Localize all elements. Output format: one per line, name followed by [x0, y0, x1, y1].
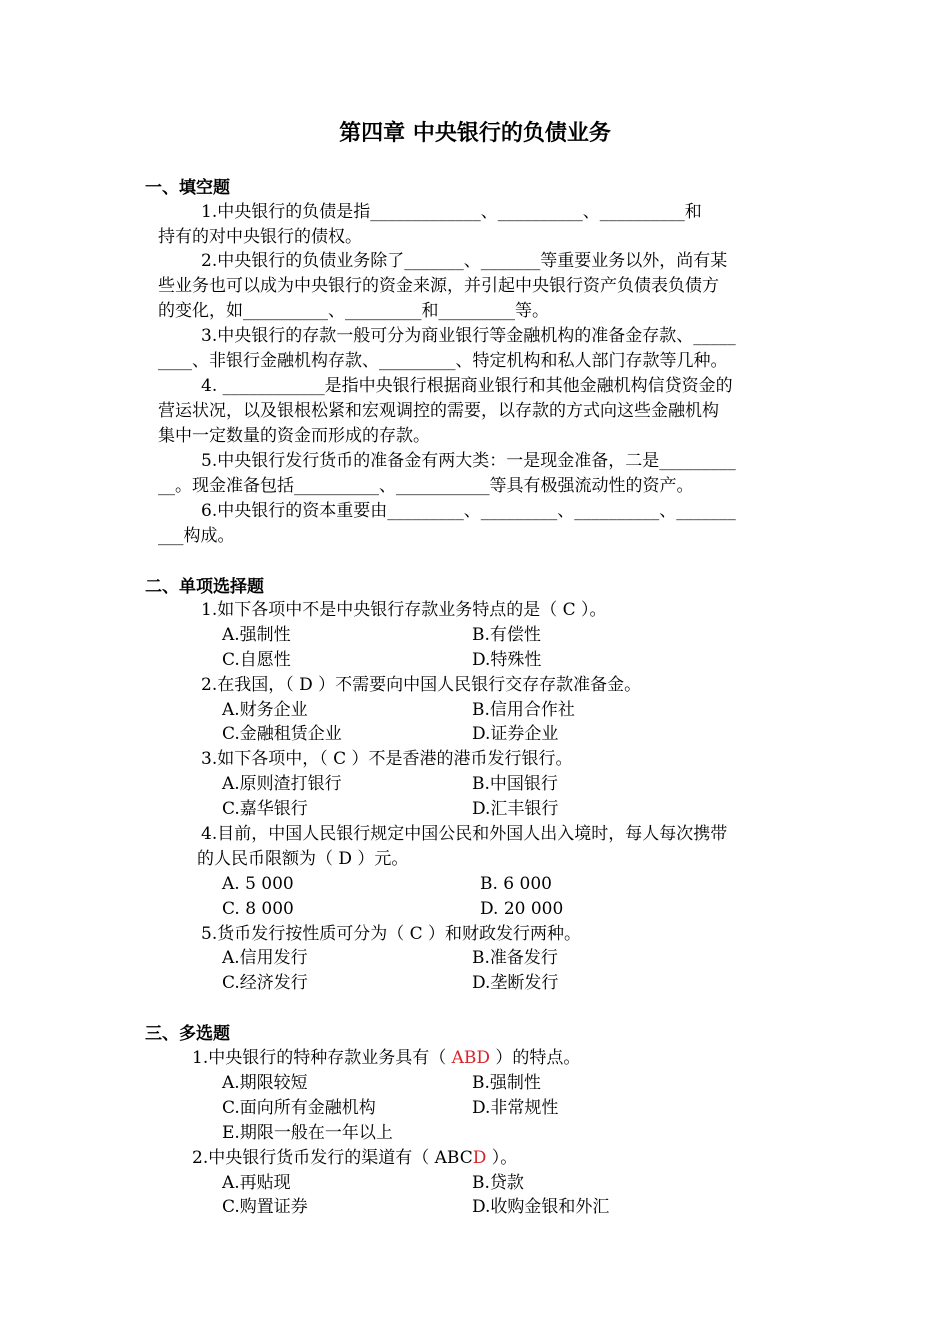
fill-line: 2.中央银行的负债业务除了_______、_______等重要业务以外，尚有某	[201, 251, 728, 271]
multi-question	[192, 1046, 580, 1070]
option: E.期限一般在一年以上	[222, 1123, 393, 1143]
question-text: ）。	[486, 1148, 518, 1168]
multi-question	[192, 1146, 517, 1170]
option: A.信用发行	[222, 948, 308, 968]
option: A.财务企业	[222, 700, 308, 720]
option: D.垄断发行	[472, 973, 559, 993]
option: D.非常规性	[472, 1098, 559, 1118]
single-question: 5.货币发行按性质可分为（ C ）和财政发行两种。	[201, 924, 582, 944]
single-question: 2.在我国，（ D ）不需要向中国人民银行交存存款准备金。	[201, 675, 642, 695]
fill-line: __。现金准备包括__________、___________等具有极强流动性的资产。	[158, 476, 694, 496]
fill-line: 持有的对中央银行的债权。	[158, 227, 362, 247]
question-text: ）的特点。	[490, 1048, 581, 1068]
single-question: 的人民币限额为（ D ）元。	[197, 849, 409, 869]
section-fill-heading: 一、填空题	[145, 178, 230, 198]
fill-line: 4. ____________是指中央银行根据商业银行和其他金融机构信贷资金的	[201, 376, 733, 396]
single-question: 4.目前，中国人民银行规定中国公民和外国人出入境时，每人每次携带	[201, 824, 728, 844]
answer-text: ABD	[451, 1048, 491, 1068]
option: D. 20 000	[480, 899, 564, 919]
answer-text: D	[472, 1148, 487, 1168]
option: C.面向所有金融机构	[222, 1098, 376, 1118]
option: B. 6 000	[480, 874, 552, 894]
fill-line: 3.中央银行的存款一般可分为商业银行等金融机构的准备金存款、_____	[201, 326, 736, 346]
option: C. 8 000	[222, 899, 294, 919]
single-question: 1.如下各项中不是中央银行存款业务特点的是（ C ）。	[201, 600, 607, 620]
question-text: 2.中央银行货币发行的渠道有（ ABC	[192, 1148, 473, 1168]
fill-line: 些业务也可以成为中央银行的资金来源，并引起中央银行资产负债表负债方	[158, 276, 719, 296]
option: B.强制性	[472, 1073, 541, 1093]
single-question: 3.如下各项中，（ C ）不是香港的港币发行银行。	[201, 749, 573, 769]
fill-line: ____、非银行金融机构存款、_________、特定机构和私人部门存款等几种。	[158, 351, 728, 371]
question-text: 1.中央银行的特种存款业务具有（	[192, 1048, 452, 1068]
fill-line: 6.中央银行的资本重要由_________、_________、__________、_______	[201, 501, 736, 521]
option: C.嘉华银行	[222, 799, 308, 819]
option: B.中国银行	[472, 774, 558, 794]
fill-line: 集中一定数量的资金而形成的存款。	[158, 426, 430, 446]
fill-line: 5.中央银行发行货币的准备金有两大类：一是现金准备，二是_________	[201, 451, 736, 471]
section-single-heading: 二、单项选择题	[145, 577, 264, 597]
option: C.自愿性	[222, 650, 291, 670]
section-multi-heading: 三、多选题	[145, 1024, 230, 1044]
option: B.信用合作社	[472, 700, 575, 720]
option: B.准备发行	[472, 948, 558, 968]
option: D.收购金银和外汇	[472, 1197, 610, 1217]
option: C.金融租赁企业	[222, 724, 342, 744]
fill-line: 1.中央银行的负债是指_____________、__________、__________和	[201, 202, 702, 222]
option: C.购置证券	[222, 1197, 308, 1217]
option: B.有偿性	[472, 625, 541, 645]
option: D.特殊性	[472, 650, 542, 670]
option: D.汇丰银行	[472, 799, 559, 819]
option: A.原则渣打银行	[222, 774, 342, 794]
option: A. 5 000	[222, 874, 294, 894]
page-title: 第四章 中央银行的负债业务	[339, 121, 611, 146]
fill-line: 的变化，如__________、_________和_________等。	[158, 301, 549, 321]
fill-line: ___构成。	[158, 526, 235, 546]
option: A.强制性	[222, 625, 291, 645]
fill-line: 营运状况，以及银根松紧和宏观调控的需要，以存款的方式向这些金融机构	[158, 401, 719, 421]
option: C.经济发行	[222, 973, 308, 993]
option: B.贷款	[472, 1173, 524, 1193]
option: D.证券企业	[472, 724, 559, 744]
option: A.期限较短	[222, 1073, 308, 1093]
option: A.再贴现	[222, 1173, 291, 1193]
